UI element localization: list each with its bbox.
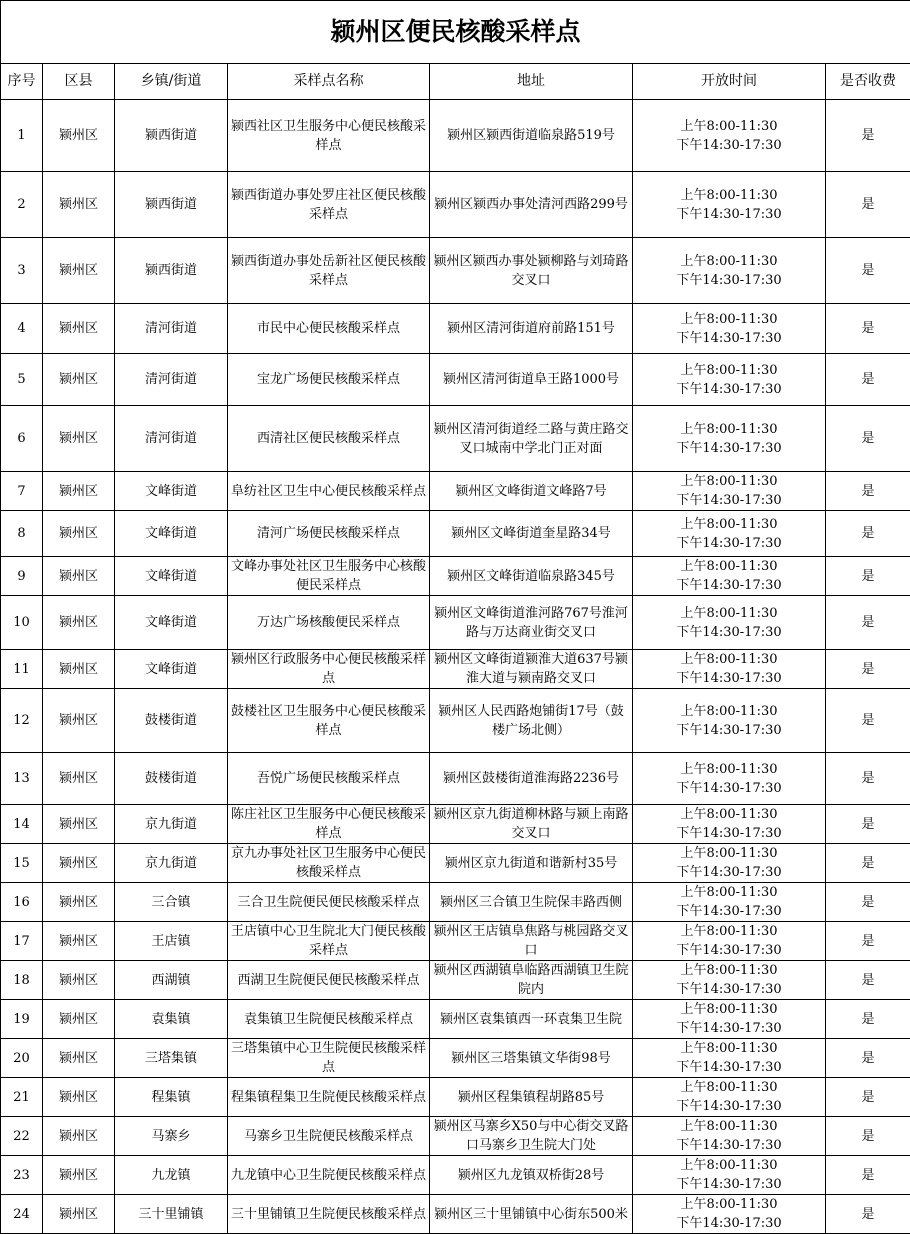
row-street: 三合镇 — [115, 883, 228, 922]
row-county: 颍州区 — [43, 304, 115, 354]
row-site-name: 颍西街道办事处岳新社区便民核酸采样点 — [228, 238, 430, 304]
row-hours-am: 上午8:00-11:30 — [635, 1117, 823, 1136]
row-hours — [633, 172, 826, 238]
row-street: 九龙镇 — [115, 1156, 228, 1195]
row-address: 颍州区清河街道阜王路1000号 — [430, 354, 633, 406]
row-hours-am: 上午8:00-11:30 — [635, 961, 823, 980]
row-hours-am: 上午8:00-11:30 — [635, 1195, 823, 1214]
row-hours-am: 上午8:00-11:30 — [635, 760, 823, 779]
row-site-name: 宝龙广场便民核酸采样点 — [228, 354, 430, 406]
row-fee: 是 — [826, 650, 910, 689]
row-hours-pm: 下午14:30-17:30 — [635, 380, 823, 399]
row-address: 颍州区文峰街道颍淮大道637号颍淮大道与颍南路交叉口 — [430, 650, 633, 689]
row-county: 颍州区 — [43, 1195, 115, 1234]
row-fee: 是 — [826, 238, 910, 304]
row-hours-pm: 下午14:30-17:30 — [635, 1136, 823, 1155]
row-hours — [633, 753, 826, 805]
row-site-name: 吾悦广场便民核酸采样点 — [228, 753, 430, 805]
row-site-name: 三合卫生院便民便民核酸采样点 — [228, 883, 430, 922]
row-hours-pm: 下午14:30-17:30 — [635, 491, 823, 510]
row-site-name: 文峰办事处社区卫生服务中心核酸便民采样点 — [228, 557, 430, 596]
row-county: 颍州区 — [43, 844, 115, 883]
row-hours — [633, 844, 826, 883]
row-fee: 是 — [826, 406, 910, 472]
row-fee: 是 — [826, 689, 910, 753]
row-fee: 是 — [826, 883, 910, 922]
row-street: 清河街道 — [115, 304, 228, 354]
table-row — [1, 1078, 910, 1117]
row-address: 颍州区三塔集镇文华街98号 — [430, 1039, 633, 1078]
row-hours — [633, 472, 826, 511]
table-row — [1, 1195, 910, 1234]
row-number: 24 — [1, 1195, 43, 1234]
row-hours — [633, 238, 826, 304]
row-hours-pm: 下午14:30-17:30 — [635, 1175, 823, 1194]
row-number: 10 — [1, 596, 43, 650]
table-row — [1, 883, 910, 922]
row-street: 清河街道 — [115, 406, 228, 472]
header-site-name: 采样点名称 — [228, 64, 430, 100]
row-address: 颍州区清河街道府前路151号 — [430, 304, 633, 354]
row-site-name: 颍西社区卫生服务中心便民核酸采样点 — [228, 100, 430, 172]
row-site-name: 王店镇中心卫生院北大门便民核酸采样点 — [228, 922, 430, 961]
page-title: 颍州区便民核酸采样点 — [1, 1, 910, 64]
row-number: 23 — [1, 1156, 43, 1195]
row-number: 22 — [1, 1117, 43, 1156]
row-site-name: 九龙镇中心卫生院便民核酸采样点 — [228, 1156, 430, 1195]
row-street: 颍西街道 — [115, 238, 228, 304]
row-street: 颍西街道 — [115, 100, 228, 172]
row-address: 颍州区文峰街道淮河路767号淮河路与万达商业街交叉口 — [430, 596, 633, 650]
row-county: 颍州区 — [43, 961, 115, 1000]
table-row — [1, 354, 910, 406]
row-fee: 是 — [826, 1000, 910, 1039]
row-hours-am: 上午8:00-11:30 — [635, 702, 823, 721]
row-hours — [633, 1078, 826, 1117]
row-site-name: 万达广场核酸便民采样点 — [228, 596, 430, 650]
row-county: 颍州区 — [43, 557, 115, 596]
table-row — [1, 961, 910, 1000]
header-hours: 开放时间 — [633, 64, 826, 100]
row-number: 11 — [1, 650, 43, 689]
table-row — [1, 238, 910, 304]
row-county: 颍州区 — [43, 354, 115, 406]
row-number: 4 — [1, 304, 43, 354]
row-hours-pm: 下午14:30-17:30 — [635, 1097, 823, 1116]
row-fee: 是 — [826, 304, 910, 354]
table-row — [1, 844, 910, 883]
row-number: 14 — [1, 805, 43, 844]
row-hours — [633, 557, 826, 596]
row-hours-am: 上午8:00-11:30 — [635, 515, 823, 534]
row-number: 21 — [1, 1078, 43, 1117]
row-site-name: 京九办事处社区卫生服务中心便民核酸采样点 — [228, 844, 430, 883]
row-site-name: 袁集镇卫生院便民核酸采样点 — [228, 1000, 430, 1039]
row-hours-pm: 下午14:30-17:30 — [635, 329, 823, 348]
row-address: 颍州区颍西办事处颍柳路与刘琦路交叉口 — [430, 238, 633, 304]
row-county: 颍州区 — [43, 100, 115, 172]
row-county: 颍州区 — [43, 1117, 115, 1156]
row-address: 颍州区清河街道经二路与黄庄路交叉口城南中学北门正对面 — [430, 406, 633, 472]
row-address: 颍州区文峰街道临泉路345号 — [430, 557, 633, 596]
row-site-name: 鼓楼社区卫生服务中心便民核酸采样点 — [228, 689, 430, 753]
row-county: 颍州区 — [43, 883, 115, 922]
row-county: 颍州区 — [43, 753, 115, 805]
row-hours — [633, 1039, 826, 1078]
row-address: 颍州区颍西办事处清河西路299号 — [430, 172, 633, 238]
table-row — [1, 304, 910, 354]
row-hours-pm: 下午14:30-17:30 — [635, 623, 823, 642]
row-hours-am: 上午8:00-11:30 — [635, 1039, 823, 1058]
row-street: 文峰街道 — [115, 472, 228, 511]
row-fee: 是 — [826, 922, 910, 961]
row-street: 程集镇 — [115, 1078, 228, 1117]
row-hours-pm: 下午14:30-17:30 — [635, 1019, 823, 1038]
row-hours — [633, 406, 826, 472]
row-hours — [633, 354, 826, 406]
row-county: 颍州区 — [43, 1039, 115, 1078]
row-hours — [633, 689, 826, 753]
row-number: 6 — [1, 406, 43, 472]
row-hours — [633, 304, 826, 354]
row-number: 19 — [1, 1000, 43, 1039]
row-hours — [633, 883, 826, 922]
row-street: 京九街道 — [115, 805, 228, 844]
header-street: 乡镇/街道 — [115, 64, 228, 100]
row-hours — [633, 1117, 826, 1156]
row-address: 颍州区程集镇程胡路85号 — [430, 1078, 633, 1117]
row-hours-pm: 下午14:30-17:30 — [635, 136, 823, 155]
row-hours-pm: 下午14:30-17:30 — [635, 824, 823, 843]
row-address: 颍州区文峰街道奎星路34号 — [430, 511, 633, 557]
row-hours-am: 上午8:00-11:30 — [635, 844, 823, 863]
row-street: 文峰街道 — [115, 650, 228, 689]
row-hours-pm: 下午14:30-17:30 — [635, 902, 823, 921]
row-street: 鼓楼街道 — [115, 753, 228, 805]
row-fee: 是 — [826, 472, 910, 511]
row-address: 颍州区京九街道和谐新村35号 — [430, 844, 633, 883]
row-site-name: 西湖卫生院便民便民核酸采样点 — [228, 961, 430, 1000]
row-hours — [633, 1195, 826, 1234]
row-address: 颍州区颍西街道临泉路519号 — [430, 100, 633, 172]
row-site-name: 程集镇程集卫生院便民核酸采样点 — [228, 1078, 430, 1117]
row-hours-am: 上午8:00-11:30 — [635, 252, 823, 271]
row-street: 文峰街道 — [115, 596, 228, 650]
header-address: 地址 — [430, 64, 633, 100]
row-site-name: 颍州区行政服务中心便民核酸采样点 — [228, 650, 430, 689]
row-hours-pm: 下午14:30-17:30 — [635, 669, 823, 688]
row-county: 颍州区 — [43, 689, 115, 753]
row-site-name: 陈庄社区卫生服务中心便民核酸采样点 — [228, 805, 430, 844]
row-hours-am: 上午8:00-11:30 — [635, 1156, 823, 1175]
row-hours-am: 上午8:00-11:30 — [635, 310, 823, 329]
row-hours-am: 上午8:00-11:30 — [635, 883, 823, 902]
row-site-name: 清河广场便民核酸采样点 — [228, 511, 430, 557]
row-hours-pm: 下午14:30-17:30 — [635, 721, 823, 740]
row-hours-am: 上午8:00-11:30 — [635, 361, 823, 380]
row-county: 颍州区 — [43, 472, 115, 511]
row-number: 15 — [1, 844, 43, 883]
row-fee: 是 — [826, 1156, 910, 1195]
row-number: 2 — [1, 172, 43, 238]
row-site-name: 马寨乡卫生院便民核酸采样点 — [228, 1117, 430, 1156]
row-number: 20 — [1, 1039, 43, 1078]
row-street: 文峰街道 — [115, 511, 228, 557]
row-hours-pm: 下午14:30-17:30 — [635, 271, 823, 290]
table-row — [1, 472, 910, 511]
row-address: 颍州区鼓楼街道淮海路2236号 — [430, 753, 633, 805]
table-row — [1, 922, 910, 961]
row-county: 颍州区 — [43, 1078, 115, 1117]
row-hours-am: 上午8:00-11:30 — [635, 1078, 823, 1097]
row-hours-am: 上午8:00-11:30 — [635, 420, 823, 439]
row-hours-am: 上午8:00-11:30 — [635, 117, 823, 136]
row-street: 三十里铺镇 — [115, 1195, 228, 1234]
row-fee: 是 — [826, 961, 910, 1000]
row-hours-am: 上午8:00-11:30 — [635, 805, 823, 824]
header-fee: 是否收费 — [826, 64, 910, 100]
row-number: 1 — [1, 100, 43, 172]
row-number: 9 — [1, 557, 43, 596]
row-hours-pm: 下午14:30-17:30 — [635, 980, 823, 999]
row-street: 袁集镇 — [115, 1000, 228, 1039]
header-county: 区县 — [43, 64, 115, 100]
row-county: 颍州区 — [43, 1000, 115, 1039]
header-row — [1, 64, 910, 100]
row-hours — [633, 1156, 826, 1195]
row-hours-am: 上午8:00-11:30 — [635, 922, 823, 941]
row-address: 颍州区九龙镇双桥街28号 — [430, 1156, 633, 1195]
row-county: 颍州区 — [43, 1156, 115, 1195]
row-street: 京九街道 — [115, 844, 228, 883]
row-address: 颍州区袁集镇西一环袁集卫生院 — [430, 1000, 633, 1039]
row-hours-pm: 下午14:30-17:30 — [635, 439, 823, 458]
row-number: 18 — [1, 961, 43, 1000]
row-county: 颍州区 — [43, 406, 115, 472]
row-fee: 是 — [826, 1195, 910, 1234]
row-fee: 是 — [826, 557, 910, 596]
row-hours — [633, 650, 826, 689]
table-row — [1, 1156, 910, 1195]
row-county: 颍州区 — [43, 238, 115, 304]
row-hours — [633, 596, 826, 650]
row-hours-pm: 下午14:30-17:30 — [635, 205, 823, 224]
row-number: 3 — [1, 238, 43, 304]
table-row — [1, 805, 910, 844]
row-fee: 是 — [826, 1117, 910, 1156]
table-row — [1, 557, 910, 596]
row-address: 颍州区文峰街道文峰路7号 — [430, 472, 633, 511]
header-no: 序号 — [1, 64, 43, 100]
row-fee: 是 — [826, 844, 910, 883]
row-fee: 是 — [826, 100, 910, 172]
row-site-name: 阜纺社区卫生中心便民核酸采样点 — [228, 472, 430, 511]
row-county: 颍州区 — [43, 922, 115, 961]
table-row — [1, 100, 910, 172]
row-number: 5 — [1, 354, 43, 406]
row-site-name: 三塔集镇中心卫生院便民核酸采样点 — [228, 1039, 430, 1078]
row-hours-pm: 下午14:30-17:30 — [635, 576, 823, 595]
row-street: 三塔集镇 — [115, 1039, 228, 1078]
row-hours-pm: 下午14:30-17:30 — [635, 779, 823, 798]
row-hours — [633, 1000, 826, 1039]
row-county: 颍州区 — [43, 511, 115, 557]
row-county: 颍州区 — [43, 596, 115, 650]
row-hours — [633, 100, 826, 172]
row-address: 颍州区京九街道柳林路与颍上南路交叉口 — [430, 805, 633, 844]
row-number: 8 — [1, 511, 43, 557]
row-fee: 是 — [826, 172, 910, 238]
row-address: 颍州区三合镇卫生院保丰路西侧 — [430, 883, 633, 922]
row-fee: 是 — [826, 1039, 910, 1078]
row-fee: 是 — [826, 1078, 910, 1117]
row-fee: 是 — [826, 753, 910, 805]
row-county: 颍州区 — [43, 172, 115, 238]
row-street: 王店镇 — [115, 922, 228, 961]
row-county: 颍州区 — [43, 650, 115, 689]
row-number: 17 — [1, 922, 43, 961]
table-row — [1, 1000, 910, 1039]
row-address: 颍州区三十里铺镇中心街东500米 — [430, 1195, 633, 1234]
row-fee: 是 — [826, 354, 910, 406]
row-site-name: 西清社区便民核酸采样点 — [228, 406, 430, 472]
table-row — [1, 650, 910, 689]
table-row — [1, 596, 910, 650]
row-street: 马寨乡 — [115, 1117, 228, 1156]
row-hours — [633, 805, 826, 844]
row-site-name: 颍西街道办事处罗庄社区便民核酸采样点 — [228, 172, 430, 238]
row-street: 清河街道 — [115, 354, 228, 406]
row-hours-pm: 下午14:30-17:30 — [635, 1214, 823, 1233]
row-hours-pm: 下午14:30-17:30 — [635, 863, 823, 882]
row-hours-am: 上午8:00-11:30 — [635, 650, 823, 669]
row-address: 颍州区马寨乡X50与中心街交叉路口马寨乡卫生院大门处 — [430, 1117, 633, 1156]
table-row — [1, 511, 910, 557]
row-fee: 是 — [826, 805, 910, 844]
row-number: 12 — [1, 689, 43, 753]
row-hours-am: 上午8:00-11:30 — [635, 604, 823, 623]
row-address: 颍州区王店镇阜焦路与桃园路交叉口 — [430, 922, 633, 961]
row-number: 16 — [1, 883, 43, 922]
row-fee: 是 — [826, 596, 910, 650]
table-body — [1, 100, 910, 1234]
table-row — [1, 172, 910, 238]
row-street: 鼓楼街道 — [115, 689, 228, 753]
row-site-name: 三十里铺镇卫生院便民核酸采样点 — [228, 1195, 430, 1234]
table-row — [1, 1117, 910, 1156]
row-street: 颍西街道 — [115, 172, 228, 238]
row-hours-am: 上午8:00-11:30 — [635, 186, 823, 205]
row-county: 颍州区 — [43, 805, 115, 844]
row-site-name: 市民中心便民核酸采样点 — [228, 304, 430, 354]
table-row — [1, 753, 910, 805]
row-hours — [633, 961, 826, 1000]
row-street: 西湖镇 — [115, 961, 228, 1000]
row-hours-am: 上午8:00-11:30 — [635, 472, 823, 491]
row-hours-pm: 下午14:30-17:30 — [635, 1058, 823, 1077]
row-address: 颍州区西湖镇阜临路西湖镇卫生院院内 — [430, 961, 633, 1000]
row-hours — [633, 922, 826, 961]
row-hours-pm: 下午14:30-17:30 — [635, 534, 823, 553]
row-number: 7 — [1, 472, 43, 511]
table-row — [1, 1039, 910, 1078]
row-hours — [633, 511, 826, 557]
row-street: 文峰街道 — [115, 557, 228, 596]
row-number: 13 — [1, 753, 43, 805]
table-row — [1, 406, 910, 472]
row-fee: 是 — [826, 511, 910, 557]
row-address: 颍州区人民西路炮铺街17号（鼓楼广场北侧） — [430, 689, 633, 753]
row-hours-am: 上午8:00-11:30 — [635, 1000, 823, 1019]
row-hours-am: 上午8:00-11:30 — [635, 557, 823, 576]
row-hours-pm: 下午14:30-17:30 — [635, 941, 823, 960]
table-row — [1, 689, 910, 753]
